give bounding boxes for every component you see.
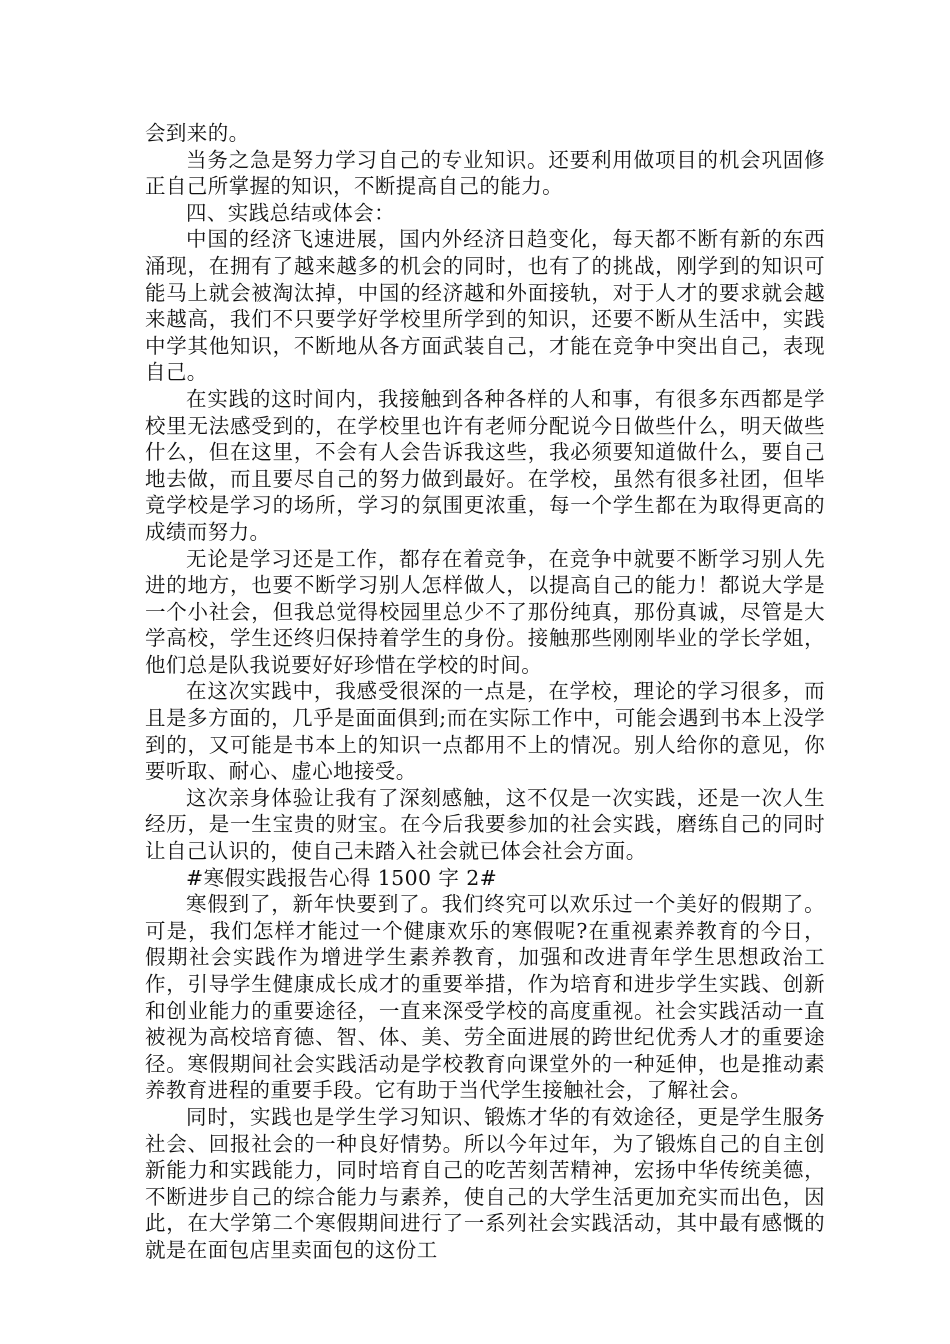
- paragraph-winter-break: 寒假到了，新年快要到了。我们终究可以欢乐过一个美好的假期了。可是，我们怎样才能过一个健康欢乐的寒假呢?在重视素养教育的今日，假期社会实践作为增进学生素养教育，加强和改进青年学生思想政治工作，引导学生健康成长成才的重要举措，作为培育和进步学生实践、创新和创业能力的重要途径，一直来深受学校的高度重视。社会实践活动一直被视为高校培育德、智、体、美、劳全面进展的跨世纪优秀人才的重要途径。寒假期间社会实践活动是学校教育向课堂外的一种延伸，也是推动素养教育进程的重要手段。它有助于当代学生接触社会，了解社会。: [145, 892, 825, 1103]
- paragraph-economy: 中国的经济飞速进展，国内外经济日趋变化，每天都不断有新的东西涌现，在拥有了越来越多的机会的同时，也有了的挑战，刚学到的知识可能马上就会被淘汰掉，中国的经济越和外面接轨，对于人才的要求就会越来越高，我们不只要学好学校里所学到的知识，还要不断从生活中，实践中学其他知识，不断地从各方面武装自己，才能在竞争中突出自己，表现自己。: [145, 227, 825, 385]
- section-heading-report-2: #寒假实践报告心得 1500 字 2#: [186, 865, 498, 890]
- paragraph-meanwhile: 同时，实践也是学生学习知识、锻炼才华的有效途径，更是学生服务社会、回报社会的一种良好情势。所以今年过年，为了锻炼自己的自主创新能力和实践能力，同时培育自己的吃苦刻苦精神，宏扬中华传统美德，不断进步自己的综合能力与素养，使自己的大学生活更加充实而出色，因此，在大学第二个寒假期间进行了一系列社会实践活动，其中最有感慨的就是在面包店里卖面包的这份工: [145, 1104, 825, 1262]
- document-page: [145, 120, 825, 1264]
- paragraph-competition: 无论是学习还是工作，都存在着竞争，在竞争中就要不断学习别人先进的地方，也要不断学习别人怎样做人，以提高自己的能力！都说大学是一个小社会，但我总觉得校园里总少不了那份纯真，那份真诚，尽管是大学高校，学生还终归保持着学生的身份。接触那些刚刚毕业的学长学姐，他们总是队我说要好好珍惜在学校的时间。: [145, 546, 825, 677]
- section-heading-summary: 四、实践总结或体会：: [186, 200, 395, 225]
- paragraph-practice-period: 在实践的这时间内，我接触到各种各样的人和事，有很多东西都是学校里无法感受到的，在学校里也许有老师分配说今日做些什么，明天做些什么，但在这里，不会有人会告诉我这些，我必须要知道做什么，要自己地去做，而且要尽自己的努力做到最好。在学校，虽然有很多社团，但毕竟学校是学习的场所，学习的氛围更浓重，每一个学生都在为取得更高的成绩而努力。: [145, 386, 825, 544]
- paragraph-continuation: 会到来的。: [145, 121, 250, 145]
- paragraph-deep-feeling: 在这次实践中，我感受很深的一点是，在学校，理论的学习很多，而且是多方面的，几乎是面面俱到;而在实际工作中，可能会遇到书本上没学到的，又可能是书本上的知识一点都用不上的情况。别人给你的意见，你要听取、耐心、虚心地接受。: [145, 679, 825, 784]
- paragraph-urgent-task: 当务之急是努力学习自己的专业知识。还要利用做项目的机会巩固修正自己所掌握的知识，不断提高自己的能力。: [145, 147, 825, 199]
- paragraph-experience: 这次亲身体验让我有了深刻感触，这不仅是一次实践，还是一次人生经历，是一生宝贵的财宝。在今后我要参加的社会实践，磨练自己的同时让自己认识的，使自己未踏入社会就已体会社会方面。: [145, 785, 825, 864]
